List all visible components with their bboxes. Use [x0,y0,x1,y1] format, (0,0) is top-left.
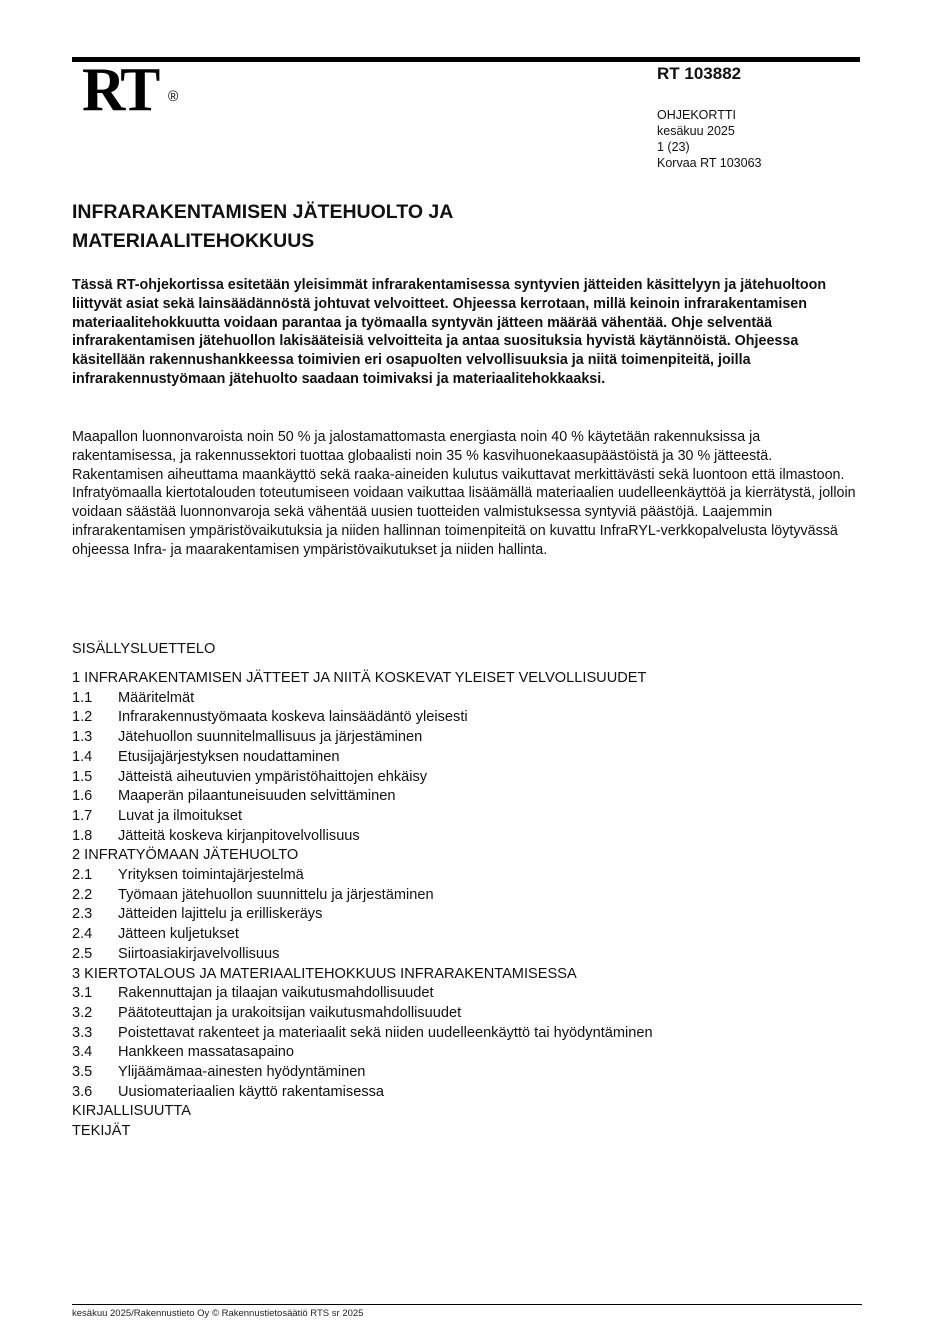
toc-entry[interactable] [72,708,862,728]
footer-rule [72,1304,862,1305]
toc-entry-number: 3.4 [72,1044,93,1061]
toc-entry[interactable] [72,1043,862,1063]
toc-entry-number: 1.4 [72,748,93,765]
toc-entry-number: 3.6 [72,1083,93,1100]
toc-entry-number: 1.6 [72,788,93,805]
toc-entry-label: Päätoteuttajan ja urakoitsijan vaikutusmahdollisuudet [118,1004,462,1021]
toc-entry[interactable] [72,728,862,748]
toc-entry[interactable] [72,827,862,847]
registered-mark: ® [168,87,179,105]
logo-text: RT [82,54,158,125]
toc-entry-label: 3 KIERTOTALOUS JA MATERIAALITEHOKKUUS INFRARAKENTAMISESSA [72,965,577,982]
toc-entry-label: Rakennuttajan ja tilaajan vaikutusmahdollisuudet [118,985,434,1002]
page-title [72,198,453,256]
page-number: 1 (23) [657,140,690,154]
toc-entry[interactable] [72,1083,862,1103]
toc-entry-label: KIRJALLISUUTTA [72,1103,191,1120]
toc-entry-label: Jätteistä aiheutuvien ympäristöhaittojen ehkäisy [118,768,428,785]
toc-entry-number: 1.5 [72,768,93,785]
table-of-contents [72,640,862,1142]
toc-entry-number: 3.2 [72,1004,93,1021]
toc-entry[interactable] [72,748,862,768]
toc-entry[interactable] [72,905,862,925]
toc-chapter[interactable] [72,965,862,985]
toc-chapter[interactable] [72,1122,862,1142]
toc-entry[interactable] [72,925,862,945]
rt-logo [82,54,179,125]
toc-entry-label: Uusiomateriaalien käyttö rakentamisessa [118,1083,385,1100]
toc-entry[interactable] [72,807,862,827]
toc-entry[interactable] [72,1024,862,1044]
toc-entry-number: 2.1 [72,867,93,884]
lead-paragraph: Tässä RT-ohjekortissa esitetään yleisimmät infrarakentamisessa syntyvien jätteiden käsittelyyn ja jätehuoltoon liittyvät asiat sekä lainsäädännöstä johtuvat velvoitteet. Ohjeessa kerrotaan, millä keinoin infrarakentamisen materiaalitehokkuutta voidaan parantaa ja työmaalla syntyvän jätteen määrää vähentää. Ohje selventää infrarakentamisen jätehuollon lakisääteisiä velvoitteita ja antaa suosituksia hyvistä käytännöistä. Ohjeessa käsitellään rakennushankkeessa toimivien eri osapuolten velvollisuuksia ja niitä toimenpiteitä, joilla infrarakennustyömaan jätehuolto saadaan toimivaksi ja materiaalitehokkaaksi. [72,277,827,387]
toc-entry-label: Ylijäämämaa-ainesten hyödyntäminen [118,1064,366,1081]
toc-list [72,669,862,1142]
document-meta [657,107,761,171]
toc-entry-number: 2.4 [72,926,93,943]
toc-entry[interactable] [72,945,862,965]
toc-entry-label: Jätteen kuljetukset [118,926,239,943]
toc-entry-number: 3.5 [72,1064,93,1081]
toc-entry-label: Jätehuollon suunnitelmallisuus ja järjestäminen [118,729,423,746]
toc-entry[interactable] [72,1004,862,1024]
toc-entry[interactable] [72,866,862,886]
toc-entry[interactable] [72,984,862,1004]
toc-chapter[interactable] [72,1102,862,1122]
toc-entry-number: 2.3 [72,906,93,923]
toc-chapter[interactable] [72,846,862,866]
toc-entry-number: 1.8 [72,827,93,844]
toc-entry-number: 2.5 [72,945,93,962]
toc-entry-label: Jätteiden lajittelu ja erilliskeräys [118,906,323,923]
toc-entry[interactable] [72,1063,862,1083]
header-rule [72,57,860,62]
toc-entry-label: TEKIJÄT [72,1123,131,1140]
toc-entry-label: Maaperän pilaantuneisuuden selvittäminen [118,788,396,805]
toc-entry[interactable] [72,689,862,709]
replaces-note: Korvaa RT 103063 [657,156,762,170]
toc-chapter[interactable] [72,669,862,689]
toc-entry-number: 3.3 [72,1024,93,1041]
toc-entry-label: Hankkeen massatasapaino [118,1044,295,1061]
toc-entry[interactable] [72,768,862,788]
title-line-2: MATERIAALITEHOKKUUS [72,230,315,252]
footer-text: kesäkuu 2025/Rakennustieto Oy © Rakennustietosäätiö RTS sr 2025 [72,1308,364,1319]
toc-entry-label: Luvat ja ilmoitukset [118,807,243,824]
toc-entry[interactable] [72,886,862,906]
toc-entry-label: Jätteitä koskeva kirjanpitovelvollisuus [118,827,360,844]
title-line-1: INFRARAKENTAMISEN JÄTEHUOLTO JA [72,201,454,223]
document-date: kesäkuu 2025 [657,124,735,138]
toc-entry-label: 1 INFRARAKENTAMISEN JÄTTEET JA NIITÄ KOSKEVAT YLEISET VELVOLLISUUDET [72,670,647,686]
toc-entry-number: 1.1 [72,689,93,706]
toc-entry-label: Infrarakennustyömaata koskeva lainsäädäntö yleisesti [118,709,468,726]
body-paragraph: Maapallon luonnonvaroista noin 50 % ja jalostamattomasta energiasta noin 40 % käytetään rakennuksissa ja rakentamisessa, ja rakennussektori tuottaa globaalisti noin 35 % kasvihuonekaasupäästöistä ja 30 % jätteestä. Rakentamisen aiheuttama maankäyttö sekä raaka-aineiden kulutus vaikuttavat merkittävästi sekä luontoon että ilmastoon. Infratyömaalla kiertotalouden toteutumiseen voidaan vaikuttaa lisäämällä materiaalien uudelleenkäyttöä ja kierrätystä, jolloin voidaan säästää luonnonvaroja sekä vähentää uusien tuotteiden valmistuksessa syntyviä päästöjä. Laajemmin infrarakentamisen ympäristövaikutuksia ja niiden hallinnan toimenpiteitä on kuvattu InfraRYL-verkkopalvelusta löytyvässä ohjeessa Infra- ja maarakentamisen ympäristövaikutukset ja niiden hallinta. [72,429,856,558]
toc-heading: SISÄLLYSLUETTELO [72,641,216,657]
toc-entry-label: Määritelmät [118,689,195,706]
toc-entry-label: Yrityksen toimintajärjestelmä [118,867,304,884]
toc-entry-number: 1.2 [72,709,93,726]
toc-entry-label: Poistettavat rakenteet ja materiaalit sekä niiden uudelleenkäyttö tai hyödyntäminen [118,1024,653,1041]
toc-entry-label: Siirtoasiakirjavelvollisuus [118,945,280,962]
toc-entry-number: 1.3 [72,729,93,746]
toc-entry-number: 3.1 [72,985,93,1002]
document-id: RT 103882 [657,64,742,83]
toc-entry-number: 2.2 [72,886,93,903]
toc-entry-label: 2 INFRATYÖMAAN JÄTEHUOLTO [72,847,299,864]
toc-entry-label: Työmaan jätehuollon suunnittelu ja järjestäminen [118,886,434,903]
toc-entry-number: 1.7 [72,807,93,824]
document-type: OHJEKORTTI [657,108,736,122]
toc-entry-label: Etusijajärjestyksen noudattaminen [118,748,340,765]
toc-entry[interactable] [72,787,862,807]
